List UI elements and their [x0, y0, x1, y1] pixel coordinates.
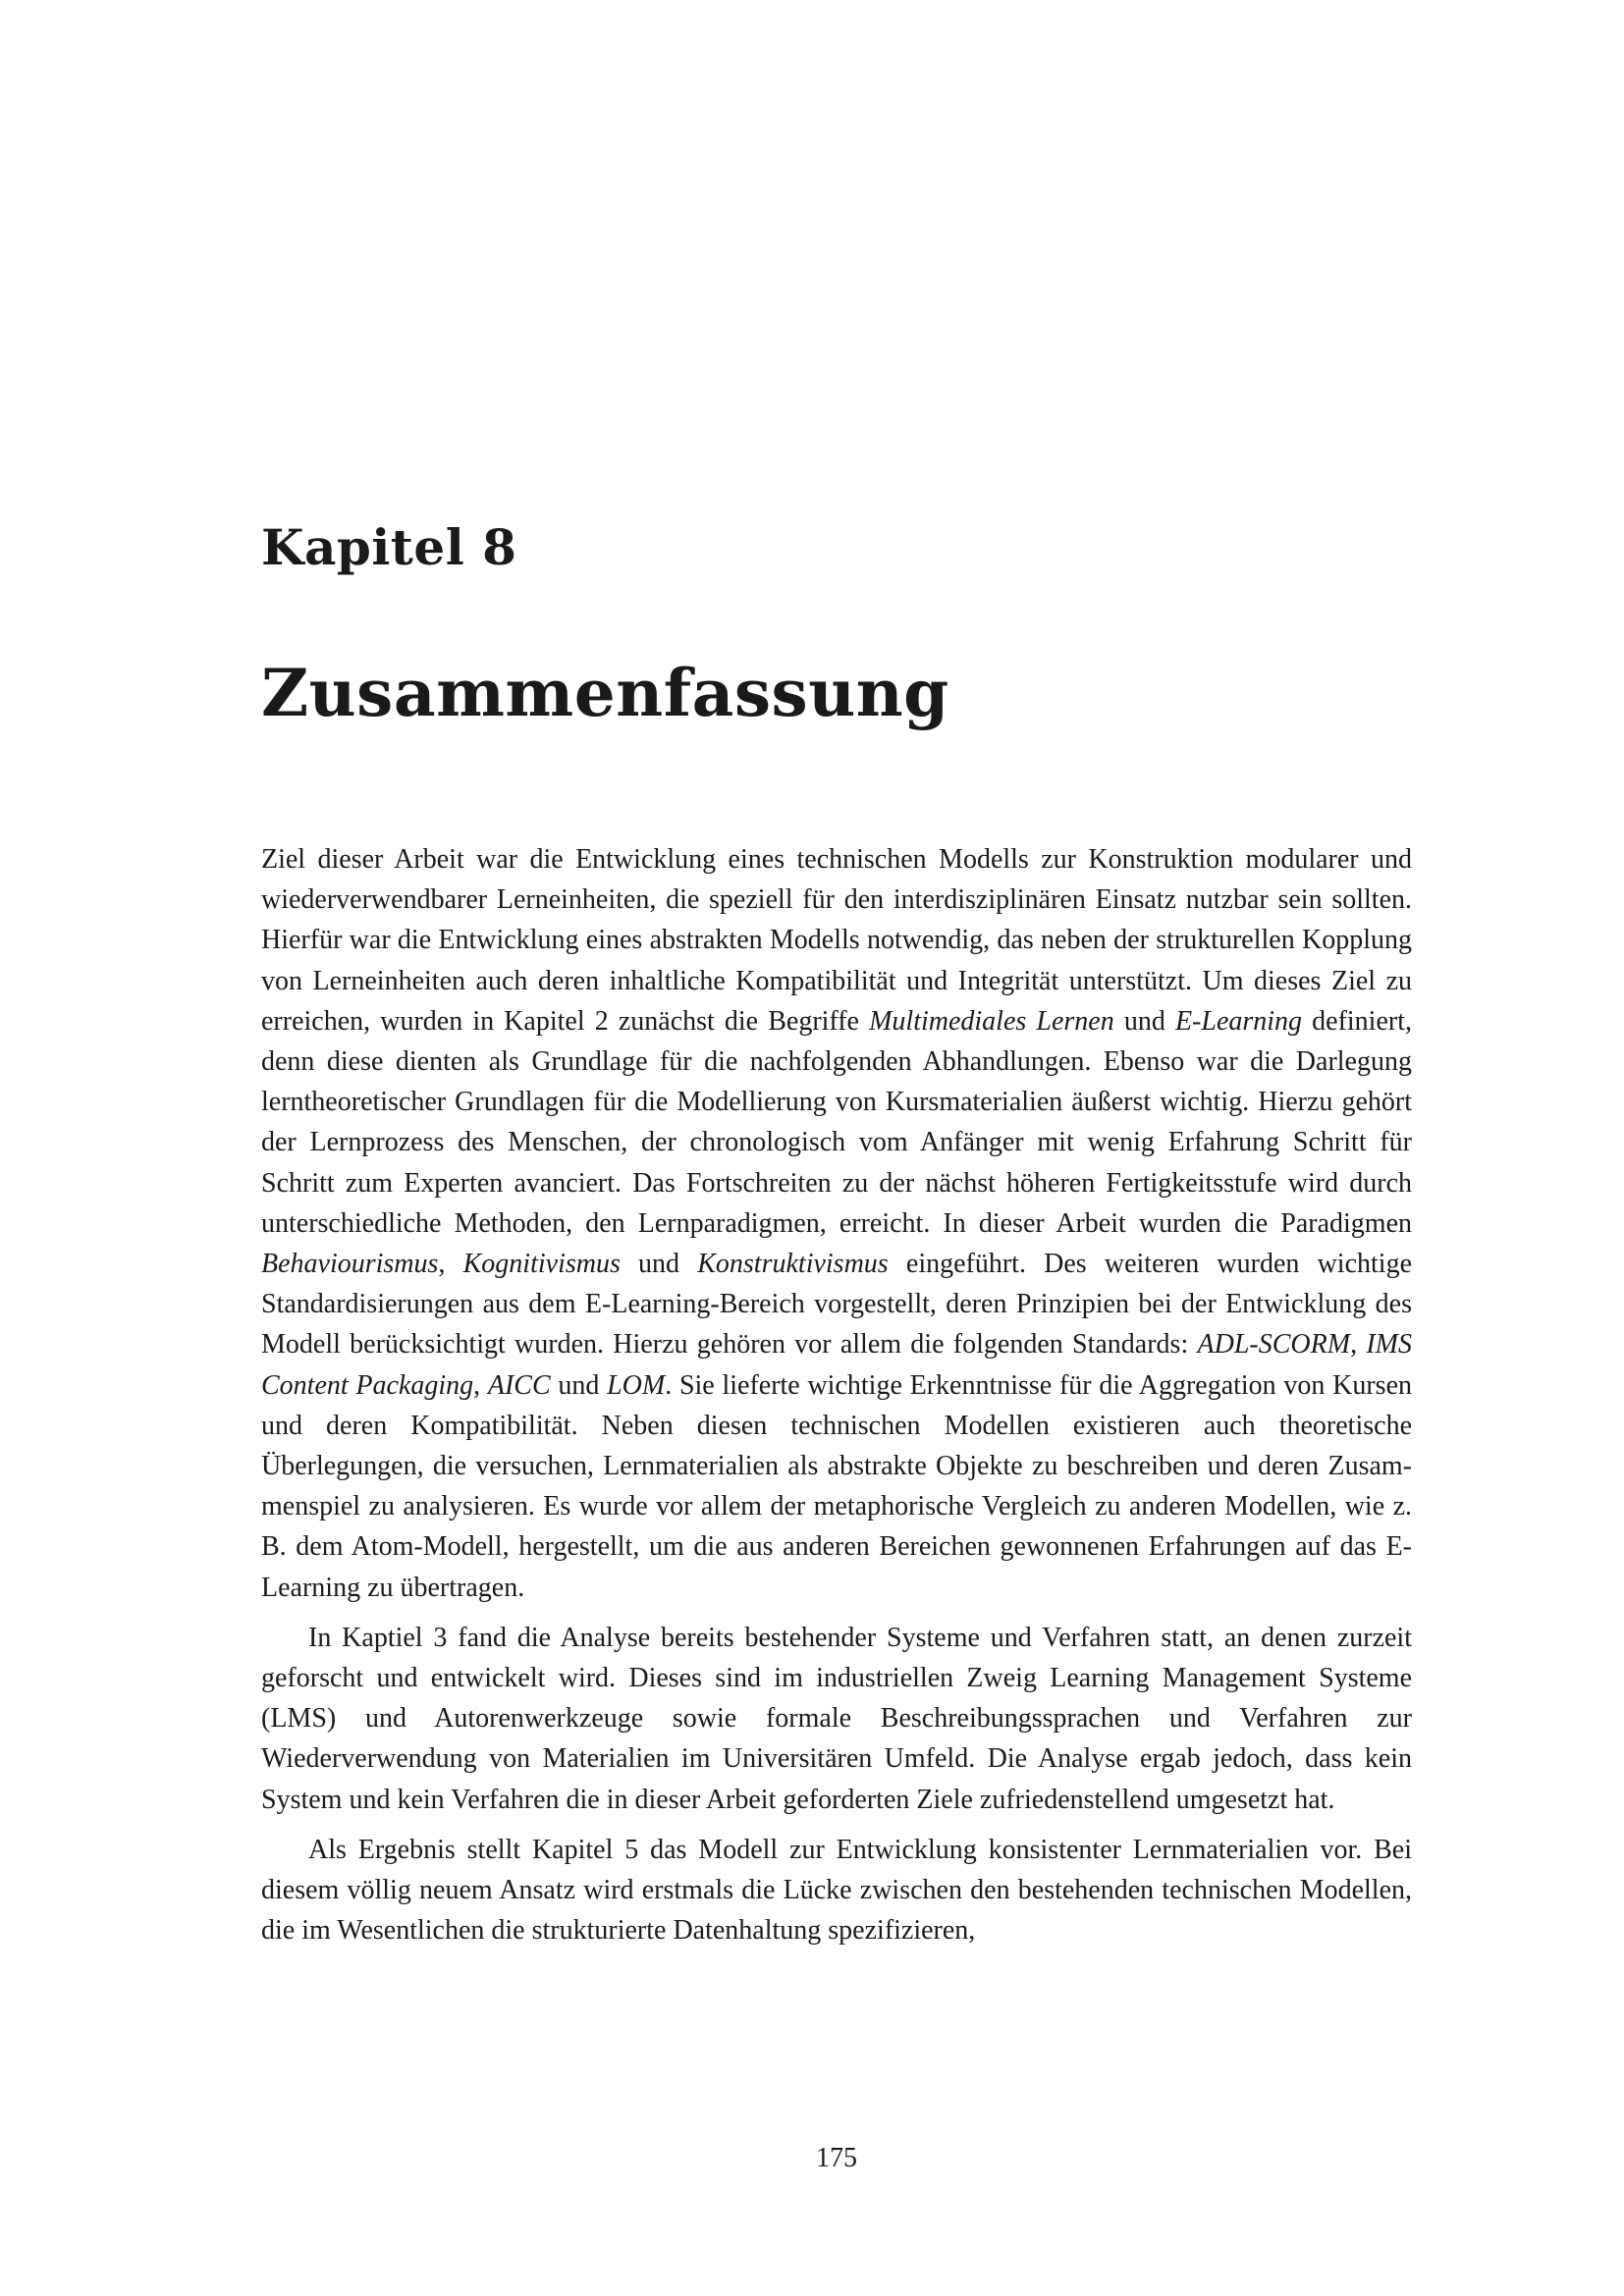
text-run: Ziel dieser Arbeit war die Entwicklung eines technischen Modells zur Konstruktion modularer und wiederverwendbarer Lerneinheiten, die speziell für den interdisziplinären Einsatz nutzbar sein sollten. Hierfür war die Entwicklung eines abstrakten Modells notwendig, das neben der strukturellen Kopplung von Lerneinheiten auch deren inhaltliche Kompatibilität und Integrität unterstützt. Um dieses Ziel zu erreichen, wurden in Kapitel 2 zunächst die Begriffe	[261, 844, 1412, 1037]
chapter-label: Kapitel 8	[261, 518, 517, 576]
body-text	[261, 839, 1412, 1960]
text-run: ,	[1350, 1329, 1367, 1361]
italic-term: AICC	[487, 1369, 551, 1401]
text-run: definiert, denn diese dienten als Grundlage für die nachfolgenden Abhandlungen. Ebenso war die Darlegung lerntheoretischer Grundlagen für die Modellierung von Kursmaterialien äußerst wichtig. Hierzu gehört der Lernprozess des Menschen, der chronologisch vom Anfänger mit wenig Erfahrung Schritt für Schritt zum Experten avanciert. Das Fortschreiten zu der nächst höheren Fertigkeitsstufe wird durch unterschiedliche Methoden, den Lernparadigmen, erreicht. In dieser Arbeit wurden die Paradigmen	[261, 1005, 1412, 1239]
text-run: und	[1113, 1005, 1175, 1037]
text-run: und	[550, 1369, 608, 1401]
document-page	[261, 0, 1412, 2296]
italic-term: Multimediales Lernen	[869, 1005, 1114, 1037]
paragraph-2	[261, 1618, 1412, 1820]
italic-term: ADL-SCORM	[1197, 1329, 1351, 1361]
italic-term: Behaviourismus	[261, 1249, 439, 1280]
italic-term: Kognitivismus	[462, 1249, 621, 1280]
italic-term: Konstruktivismus	[697, 1249, 889, 1280]
italic-term: E-Learning	[1174, 1005, 1303, 1037]
italic-term: LOM	[607, 1369, 666, 1401]
text-run: eingeführt. Des weiteren wurden wichtige Standardisierungen aus dem E-Learning-Bereich vorgestellt, deren Prinzipien bei der Entwicklung des Modell berücksichtigt wurden. Hierzu gehören vor allem die folgenden Standards:	[261, 1249, 1413, 1361]
text-run: In Kaptiel 3 fand die Analyse bereits bestehender Systeme und Verfahren statt, an denen zurzeit geforscht und entwickelt wird. Dieses sind im industriellen Zweig Learning Management Systeme (LMS) und Autorenwerkzeuge sowie formale Beschreibungssprachen und Verfahren zur Wiederverwendung von Materialien im Universitären Umfeld. Die Analyse ergab jedoch, dass kein System und kein Verfahren die in dieser Arbeit geforderten Ziele zufriedenstellend umgesetzt hat.	[261, 1622, 1412, 1815]
chapter-title: Zusammenfassung	[261, 655, 949, 731]
paragraph-3	[261, 1830, 1412, 1951]
paragraph-1	[261, 839, 1412, 1608]
page-number: 175	[816, 2143, 857, 2173]
text-run: ,	[473, 1369, 488, 1401]
text-run: Als Ergebnis stellt Kapitel 5 das Modell zur Entwicklung konsistenter Lernmaterialien vor. Bei diesem völlig neuem Ansatz wird erstmals die Lücke zwischen den bestehenden technischen Modellen, die im Wesentlichen die strukturierte Datenhaltung spezifizieren,	[261, 1834, 1412, 1947]
text-run: und	[620, 1249, 698, 1280]
text-run: ,	[438, 1249, 463, 1280]
text-run: . Sie lieferte wichtige Erkenntnisse für die Aggregation von Kursen und deren Kompatibilität. Neben diesen technischen Modellen existieren auch theoretische Überlegungen, die versuchen, Lernmaterialien als abstrakte Objekte zu beschreiben und deren Zusammenspiel zu analysieren. Es wurde vor allem der metaphorische Vergleich zu anderen Modellen, wie z. B. dem Atom-Modell, hergestellt, um die aus anderen Bereichen gewonnenen Erfahrungen auf das E-Learning zu übertragen.	[261, 1369, 1413, 1603]
italic-term: IMS Content Packaging	[261, 1329, 1412, 1401]
